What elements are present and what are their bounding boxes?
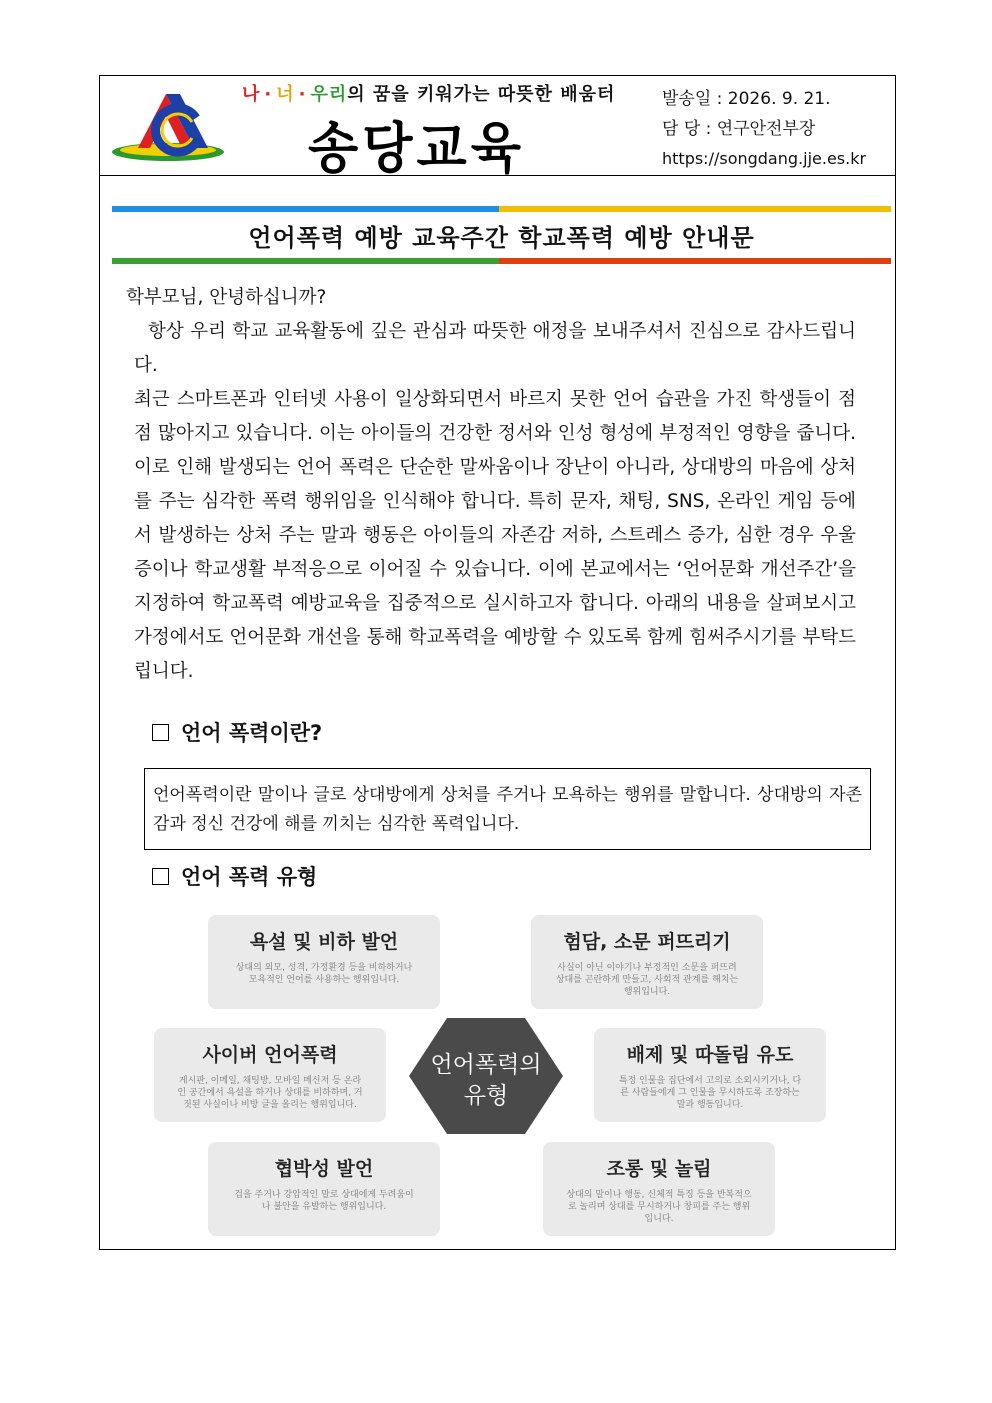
paragraph-main: 최근 스마트폰과 인터넷 사용이 일상화되면서 바르지 못한 언어 습관을 가진 학생들이 점점 많아지고 있습니다. 이는 아이들의 건강한 정서와 인성 형성에 부정적인 영향을 줍니다. 이로 인해 발생되는 언어 폭력은 단순한 말싸움이나 장난이 아니라, 상대방의 마음에 상처를 주는 심각한 폭력 행위임을 인식해야 합니다. 특히 문자, 채팅, SNS, 온라인 게임 등에서 발생하는 상처 주는 말과 행동은 아이들의 자존감 저하, 스트레스 증가, 심한 경우 우울증이나 학교생활 부적응으로 이어질 수 있습니다. 이에 본교에서는 ‘언어문화 개선주간’을 지정하여 학교폭력 예방교육을 집중적으로 실시하고자 합니다. 아래의 내용을 살펴보시고 가정에서도 언어문화 개선을 통해 학교폭력을 예방할 수 있도록 함께 힘써주시기를 부탁드립니다. xyxy=(134,389,856,682)
title-area xyxy=(112,206,891,264)
hexagon-label-line2: 유형 xyxy=(463,1083,509,1109)
paragraph-thanks: 항상 우리 학교 교육활동에 깊은 관심과 따뜻한 애정을 보내주셔서 진심으로 감사드립니다. xyxy=(134,321,856,376)
definition-box: 언어폭력이란 말이나 글로 상대방에게 상처를 주거나 모욕하는 행위를 말합니다. 상대방의 자존감과 정신 건강에 해를 끼치는 심각한 폭력입니다. xyxy=(144,768,871,850)
title-bar-blue xyxy=(112,206,499,212)
type-card: 욕설 및 비하 발언 상대의 외모, 성격, 가정환경 등을 비하하거나 모욕적인 언어를 사용하는 행위입니다. xyxy=(208,915,440,1009)
header-meta xyxy=(662,84,866,174)
greeting: 학부모님, 안녕하십니까? xyxy=(126,287,327,308)
checkbox-square-icon xyxy=(152,868,169,885)
type-card: 협박성 발언 겁을 주거나 강압적인 말로 상대에게 두려움이나 불안을 유발하는 행위입니다. xyxy=(208,1142,440,1236)
section-heading-definition: 언어 폭력이란? xyxy=(152,717,322,747)
brand-title: 송당교육 xyxy=(308,117,525,181)
letter-body xyxy=(126,281,856,689)
slogan: 나 · 너 · 우리의 꿈을 키워가는 따뜻한 배움터 xyxy=(242,84,616,105)
center-hexagon xyxy=(407,1016,565,1136)
newsletter-header xyxy=(100,76,895,181)
title-bar-red xyxy=(499,258,891,264)
type-card: 험담, 소문 퍼뜨리기 사실이 아닌 이야기나 부정적인 소문을 퍼뜨려 상대를 곤란하게 만들고, 사회적 관계를 해치는 행위입니다. xyxy=(531,915,763,1009)
title-bar-green xyxy=(112,258,499,264)
school-url[interactable]: https://songdang.jje.es.kr xyxy=(662,149,867,168)
department: 담 당 : 연구안전부장 xyxy=(662,119,816,139)
document-frame xyxy=(99,75,896,1250)
document-title: 언어폭력 예방 교육주간 학교폭력 예방 안내문 xyxy=(248,224,755,252)
send-date: 발송일 : 2026. 9. 21. xyxy=(662,89,831,109)
title-bar-yellow xyxy=(499,206,891,212)
type-card: 조롱 및 놀림 상대의 말이나 행동, 신체적 특징 등을 반복적으로 놀리며 상대를 무시하거나 창피를 주는 행위입니다. xyxy=(543,1142,775,1236)
section-heading-types: 언어 폭력 유형 xyxy=(152,861,317,891)
checkbox-square-icon xyxy=(152,724,169,741)
type-card: 배제 및 따돌림 유도 특정 인물을 집단에서 고의로 소외시키거나, 다른 사람들에게 그 인물을 무시하도록 조장하는 말과 행동입니다. xyxy=(594,1028,826,1122)
hexagon-label-line1: 언어폭력의 xyxy=(430,1052,542,1078)
school-logo xyxy=(108,88,228,166)
type-card: 사이버 언어폭력 게시판, 이메일, 채팅방, 모바일 메신저 등 온라인 공간에서 욕설을 하거나 상대를 비하하며, 거짓된 사실이나 비방 글을 올리는 행위입니다. xyxy=(154,1028,386,1122)
